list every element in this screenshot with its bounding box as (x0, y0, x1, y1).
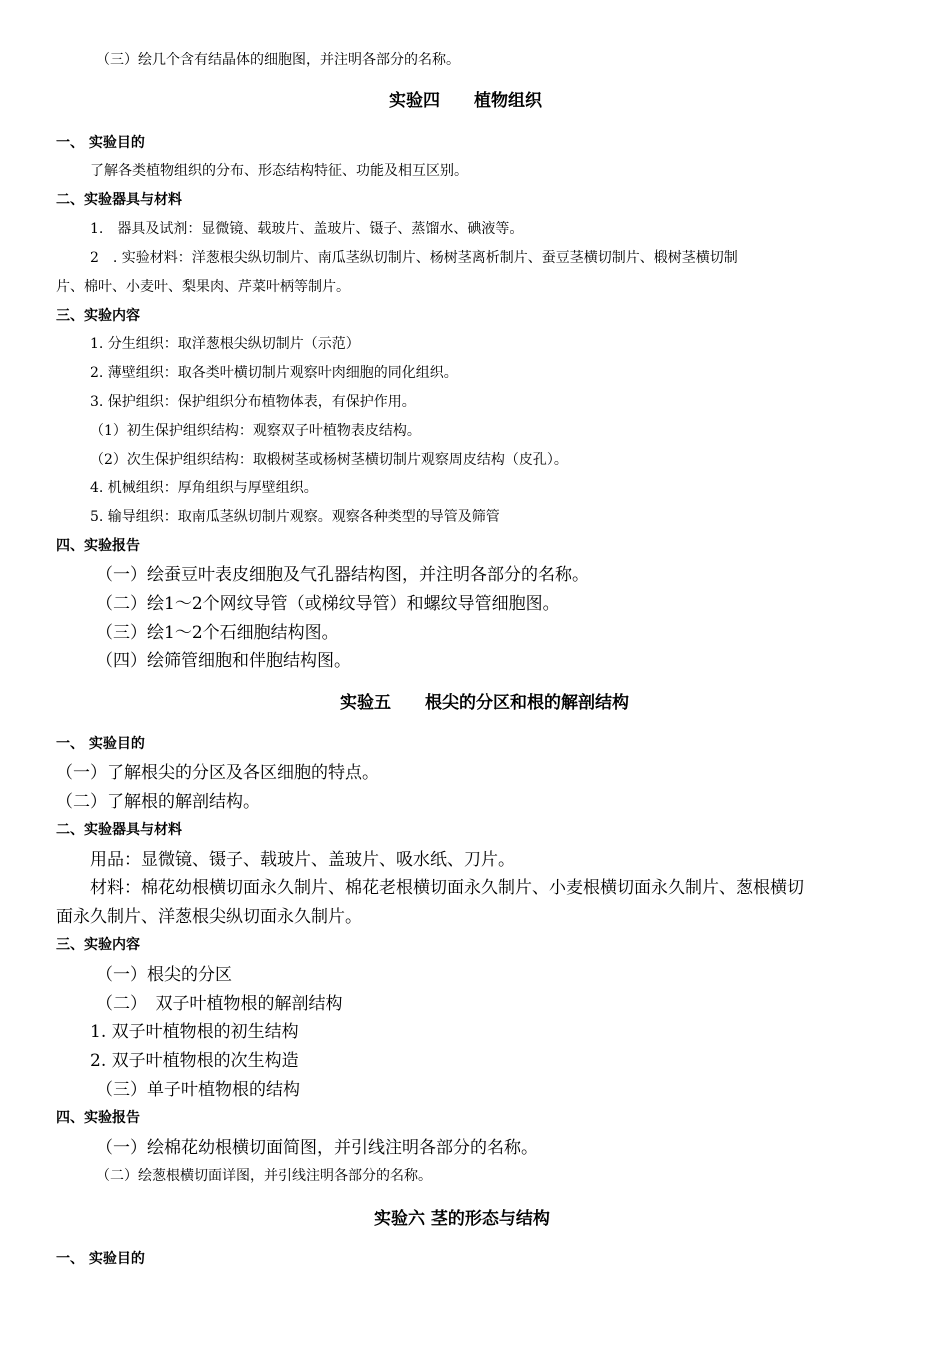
text-line: （三）单子叶植物根的结构 (96, 1080, 300, 1100)
text-line: （二） 双子叶植物根的解剖结构 (96, 994, 343, 1014)
text-line: （一）根尖的分区 (96, 965, 232, 985)
text-line: 2. 双子叶植物根的次生构造 (90, 1051, 299, 1071)
text-line: （一）了解根尖的分区及各区细胞的特点。 (56, 763, 379, 783)
heading: 一、 实验目的 (56, 135, 145, 151)
text-line: 1. 器具及试剂：显微镜、载玻片、盖玻片、镊子、蒸馏水、碘液等。 (90, 221, 524, 237)
heading: 一、 实验目的 (56, 736, 145, 752)
text-line: （三）绘几个含有结晶体的细胞图，并注明各部分的名称。 (96, 52, 460, 68)
text-line: （二）绘1～2个网纹导管（或梯纹导管）和螺纹导管细胞图。 (96, 594, 560, 614)
text-line: （二）了解根的解剖结构。 (56, 792, 260, 812)
text-line: 1. 双子叶植物根的初生结构 (90, 1022, 299, 1042)
text-line: （四）绘筛管细胞和伴胞结构图。 (96, 651, 351, 671)
heading: 二、实验器具与材料 (56, 192, 182, 208)
heading: 一、 实验目的 (56, 1251, 145, 1267)
heading: 三、实验内容 (56, 308, 140, 324)
text-line: 3. 保护组织：保护组织分布植物体表，有保护作用。 (90, 394, 416, 410)
text-line: （二）绘葱根横切面详图，并引线注明各部分的名称。 (96, 1168, 432, 1184)
text-line: 用品：显微镜、镊子、载玻片、盖玻片、吸水纸、刀片。 (90, 850, 515, 870)
text-line: 材料：棉花幼根横切面永久制片、棉花老根横切面永久制片、小麦根横切面永久制片、葱根横切 (90, 878, 804, 898)
heading: 四、实验报告 (56, 1110, 140, 1126)
text-line: （1）初生保护组织结构：观察双子叶植物表皮结构。 (90, 423, 421, 439)
text-line: （三）绘1～2个石细胞结构图。 (96, 623, 339, 643)
text-line: 1. 分生组织：取洋葱根尖纵切制片（示范） (90, 336, 360, 352)
text-line: （一）绘蚕豆叶表皮细胞及气孔器结构图，并注明各部分的名称。 (96, 565, 589, 585)
text-line: 2. 薄壁组织：取各类叶横切制片观察叶肉细胞的同化组织。 (90, 365, 458, 381)
text-line: 片、棉叶、小麦叶、梨果肉、芹菜叶柄等制片。 (56, 279, 350, 295)
section-title: 实验五 根尖的分区和根的解剖结构 (340, 693, 629, 713)
heading: 四、实验报告 (56, 538, 140, 554)
heading: 二、实验器具与材料 (56, 822, 182, 838)
text-line: 2 . 实验材料：洋葱根尖纵切制片、南瓜茎纵切制片、杨树茎离析制片、蚕豆茎横切制片、椴树茎横切制 (90, 250, 738, 266)
text-line: （2）次生保护组织结构：取椴树茎或杨树茎横切制片观察周皮结构（皮孔）。 (90, 452, 568, 468)
section-title: 实验六 茎的形态与结构 (374, 1209, 550, 1229)
heading: 三、实验内容 (56, 937, 140, 953)
text-line: 4. 机械组织：厚角组织与厚壁组织。 (90, 480, 318, 496)
text-line: 了解各类植物组织的分布、形态结构特征、功能及相互区别。 (90, 163, 468, 179)
text-line: （一）绘棉花幼根横切面简图，并引线注明各部分的名称。 (96, 1138, 538, 1158)
text-line: 面永久制片、洋葱根尖纵切面永久制片。 (56, 907, 362, 927)
text-line: 5. 输导组织：取南瓜茎纵切制片观察。观察各种类型的导管及筛管 (90, 509, 500, 525)
section-title: 实验四 植物组织 (389, 91, 542, 111)
